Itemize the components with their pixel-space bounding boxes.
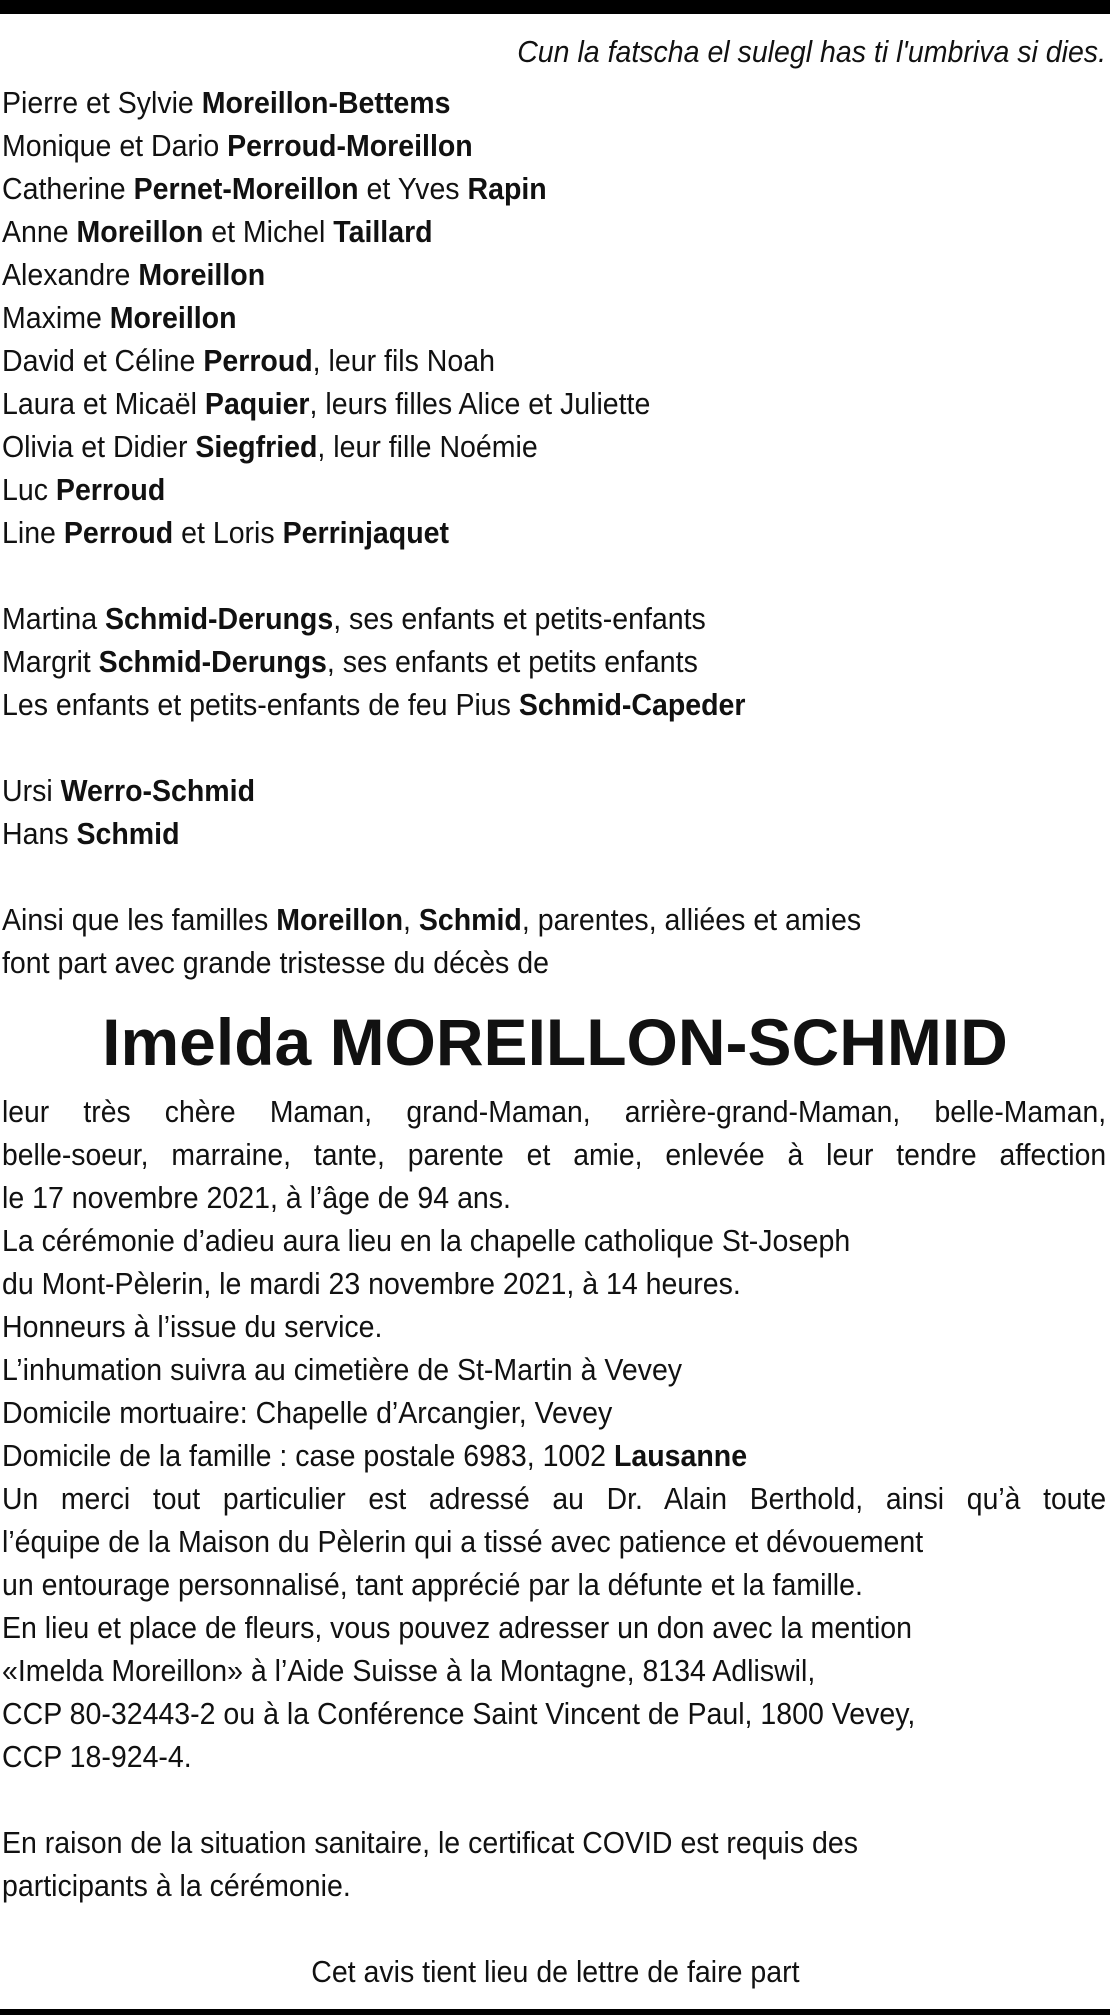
family-line: Luc Perroud — [2, 472, 166, 507]
bottom-border — [0, 2009, 1110, 2015]
ceremony-line: du Mont-Pèlerin, le mardi 23 novembre 2021, à 14 heures. — [2, 1266, 741, 1301]
family-line: Laura et Micaël Paquier, leurs filles Alice et Juliette — [2, 386, 651, 421]
burial-line: L’inhumation suivra au cimetière de St-Martin à Vevey — [2, 1352, 683, 1387]
family-line: Olivia et Didier Siegfried, leur fille Noémie — [2, 429, 538, 464]
family-line: Les enfants et petits-enfants de feu Pius Schmid-Capeder — [2, 687, 746, 722]
mortuary-line: Domicile mortuaire: Chapelle d’Arcangier, Vevey — [2, 1395, 613, 1430]
family-line: font part avec grande tristesse du décès de — [2, 945, 549, 980]
covid-notice-line: participants à la cérémonie. — [2, 1868, 351, 1903]
family-line: Pierre et Sylvie Moreillon-Bettems — [2, 85, 451, 120]
footer-note: Cet avis tient lieu de lettre de faire part — [310, 1954, 800, 1989]
family-line: David et Céline Perroud, leur fils Noah — [2, 343, 495, 378]
donation-line: CCP 18-924-4. — [2, 1739, 192, 1774]
donation-line: En lieu et place de fleurs, vous pouvez adresser un don avec la mention — [2, 1610, 913, 1645]
family-line: Anne Moreillon et Michel Taillard — [2, 214, 433, 249]
family-line: Line Perroud et Loris Perrinjaquet — [2, 515, 450, 550]
family-address-line: Domicile de la famille : case postale 6983, 1002 Lausanne — [2, 1438, 748, 1473]
family-line: Catherine Pernet-Moreillon et Yves Rapin — [2, 171, 547, 206]
announcement-line: leur très chère Maman, grand-Maman, arrière-grand-Maman, belle-Maman, — [2, 1094, 1107, 1129]
family-line: Maxime Moreillon — [2, 300, 237, 335]
top-border — [0, 0, 1110, 14]
family-line: Ursi Werro-Schmid — [2, 773, 256, 808]
epigraph: Cun la fatscha el sulegl has ti l'umbriva si dies. — [517, 34, 1106, 69]
ceremony-line: La cérémonie d’adieu aura lieu en la chapelle catholique St-Joseph — [2, 1223, 851, 1258]
family-line: Ainsi que les familles Moreillon, Schmid, parentes, alliées et amies — [2, 902, 862, 937]
family-line: Hans Schmid — [2, 816, 180, 851]
donation-line: «Imelda Moreillon» à l’Aide Suisse à la Montagne, 8134 Adliswil, — [2, 1653, 816, 1688]
covid-notice-line: En raison de la situation sanitaire, le certificat COVID est requis des — [2, 1825, 859, 1860]
announcement-line: le 17 novembre 2021, à l’âge de 94 ans. — [2, 1180, 511, 1215]
thanks-line: l’équipe de la Maison du Pèlerin qui a tissé avec patience et dévouement — [2, 1524, 924, 1559]
thanks-line: un entourage personnalisé, tant apprécié par la défunte et la famille. — [2, 1567, 863, 1602]
family-line: Margrit Schmid-Derungs, ses enfants et petits enfants — [2, 644, 698, 679]
deceased-name: Imelda MOREILLON-SCHMID — [102, 1005, 1008, 1079]
family-line: Martina Schmid-Derungs, ses enfants et petits-enfants — [2, 601, 706, 636]
announcement-line: belle-soeur, marraine, tante, parente et amie, enlevée à leur tendre affection — [2, 1137, 1107, 1172]
family-line: Monique et Dario Perroud-Moreillon — [2, 128, 473, 163]
thanks-line: Un merci tout particulier est adressé au Dr. Alain Berthold, ainsi qu’à toute — [2, 1481, 1107, 1516]
honours-line: Honneurs à l’issue du service. — [2, 1309, 383, 1344]
family-line: Alexandre Moreillon — [2, 257, 266, 292]
donation-line: CCP 80-32443-2 ou à la Conférence Saint Vincent de Paul, 1800 Vevey, — [2, 1696, 916, 1731]
